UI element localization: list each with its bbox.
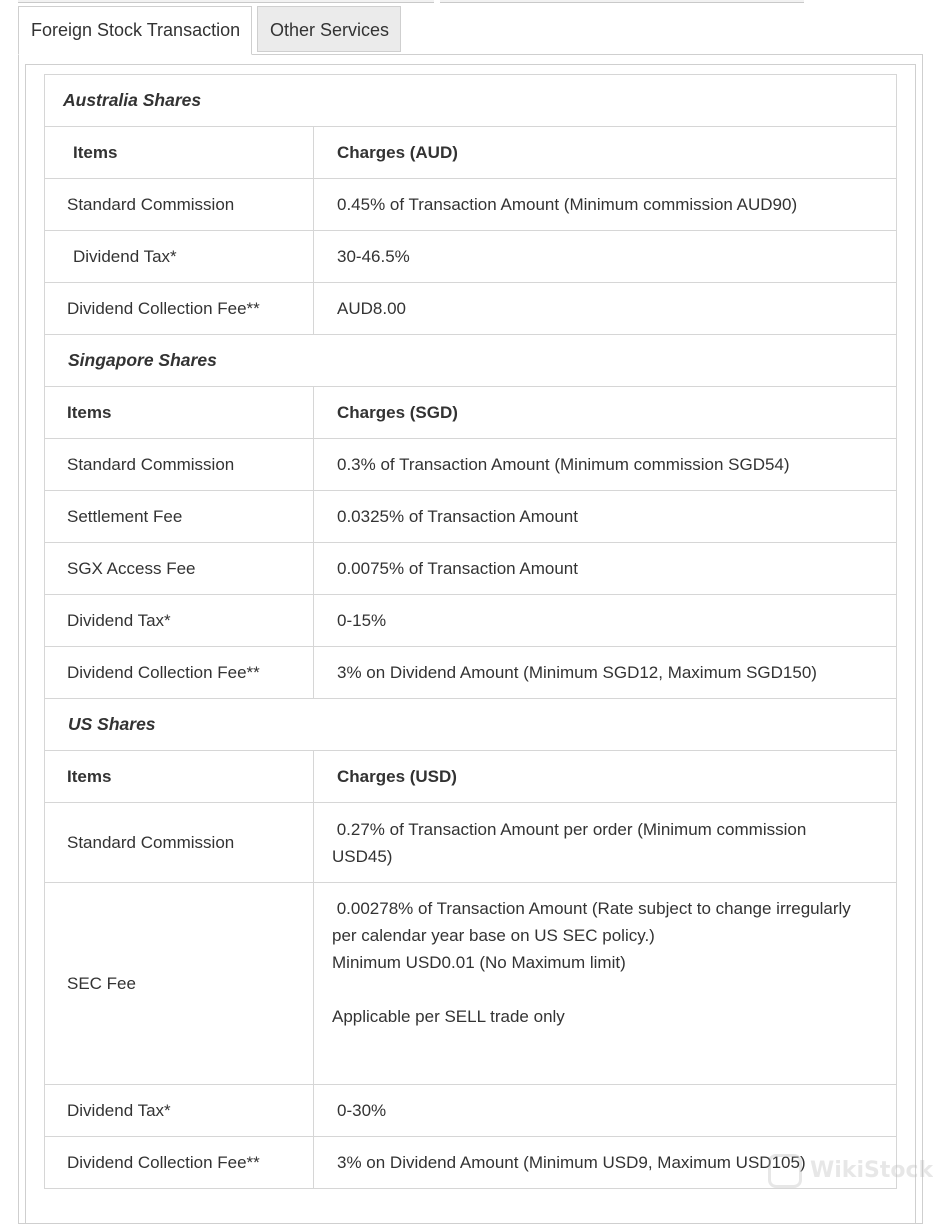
item-cell: Standard Commission xyxy=(45,179,314,231)
header-charges: Charges (SGD) xyxy=(314,387,897,439)
item-cell: SEC Fee xyxy=(45,883,314,1085)
charge-cell xyxy=(314,803,897,883)
section-row-us xyxy=(45,699,897,751)
header-items: Items xyxy=(45,127,314,179)
charge-cell xyxy=(314,883,897,1085)
section-title-australia: Australia Shares xyxy=(45,75,897,127)
item-cell: Standard Commission xyxy=(45,439,314,491)
table-header-row xyxy=(45,751,897,803)
charge-cell: AUD8.00 xyxy=(314,283,897,335)
table-row xyxy=(45,439,897,491)
table-row xyxy=(45,803,897,883)
charge-cell: 3% on Dividend Amount (Minimum SGD12, Maximum SGD150) xyxy=(314,647,897,699)
table-row xyxy=(45,543,897,595)
item-cell: SGX Access Fee xyxy=(45,543,314,595)
charge-line: per calendar year base on US SEC policy.) xyxy=(332,926,655,945)
charge-cell: 30-46.5% xyxy=(314,231,897,283)
item-cell: Dividend Tax* xyxy=(45,595,314,647)
table-row xyxy=(45,883,897,1085)
table-row xyxy=(45,231,897,283)
top-bar-left xyxy=(18,0,434,3)
item-cell: Settlement Fee xyxy=(45,491,314,543)
charge-line: 0.00278% of Transaction Amount (Rate subject to change irregularly xyxy=(332,899,851,918)
header-items: Items xyxy=(45,387,314,439)
top-bar-right xyxy=(440,0,804,3)
top-tab-strip xyxy=(0,0,933,4)
charge-cell: 3% on Dividend Amount (Minimum USD9, Maximum USD105) xyxy=(314,1137,897,1189)
item-cell: Standard Commission xyxy=(45,803,314,883)
tab-foreign-stock-transaction[interactable]: Foreign Stock Transaction xyxy=(18,6,252,55)
item-cell: Dividend Collection Fee** xyxy=(45,1137,314,1189)
charge-line: Minimum USD0.01 (No Maximum limit) xyxy=(332,953,626,972)
table-header-row xyxy=(45,387,897,439)
charge-cell: 0.45% of Transaction Amount (Minimum commission AUD90) xyxy=(314,179,897,231)
charge-line: USD45) xyxy=(332,846,393,866)
table-row xyxy=(45,283,897,335)
table-row xyxy=(45,1085,897,1137)
charge-cell: 0-15% xyxy=(314,595,897,647)
table-header-row xyxy=(45,127,897,179)
charge-line: Applicable per SELL trade only xyxy=(332,1007,565,1026)
item-cell: Dividend Collection Fee** xyxy=(45,283,314,335)
charge-cell: 0.3% of Transaction Amount (Minimum commission SGD54) xyxy=(314,439,897,491)
header-charges: Charges (USD) xyxy=(314,751,897,803)
table-row xyxy=(45,647,897,699)
section-row-singapore xyxy=(45,335,897,387)
section-row-australia xyxy=(45,75,897,127)
table-row xyxy=(45,179,897,231)
section-title-singapore: Singapore Shares xyxy=(45,335,897,387)
table-row xyxy=(45,1137,897,1189)
item-cell: Dividend Tax* xyxy=(45,231,314,283)
item-cell: Dividend Collection Fee** xyxy=(45,647,314,699)
header-items: Items xyxy=(45,751,314,803)
header-charges: Charges (AUD) xyxy=(314,127,897,179)
section-title-us: US Shares xyxy=(45,699,897,751)
charge-line: 0.27% of Transaction Amount per order (Minimum commission xyxy=(332,819,807,839)
fee-table xyxy=(44,74,897,1189)
table-row xyxy=(45,595,897,647)
watermark-text: WikiStock xyxy=(810,1158,933,1183)
tab-other-services[interactable]: Other Services xyxy=(257,6,401,52)
charge-cell: 0.0325% of Transaction Amount xyxy=(314,491,897,543)
table-row xyxy=(45,491,897,543)
item-cell: Dividend Tax* xyxy=(45,1085,314,1137)
charge-cell: 0-30% xyxy=(314,1085,897,1137)
charge-cell: 0.0075% of Transaction Amount xyxy=(314,543,897,595)
